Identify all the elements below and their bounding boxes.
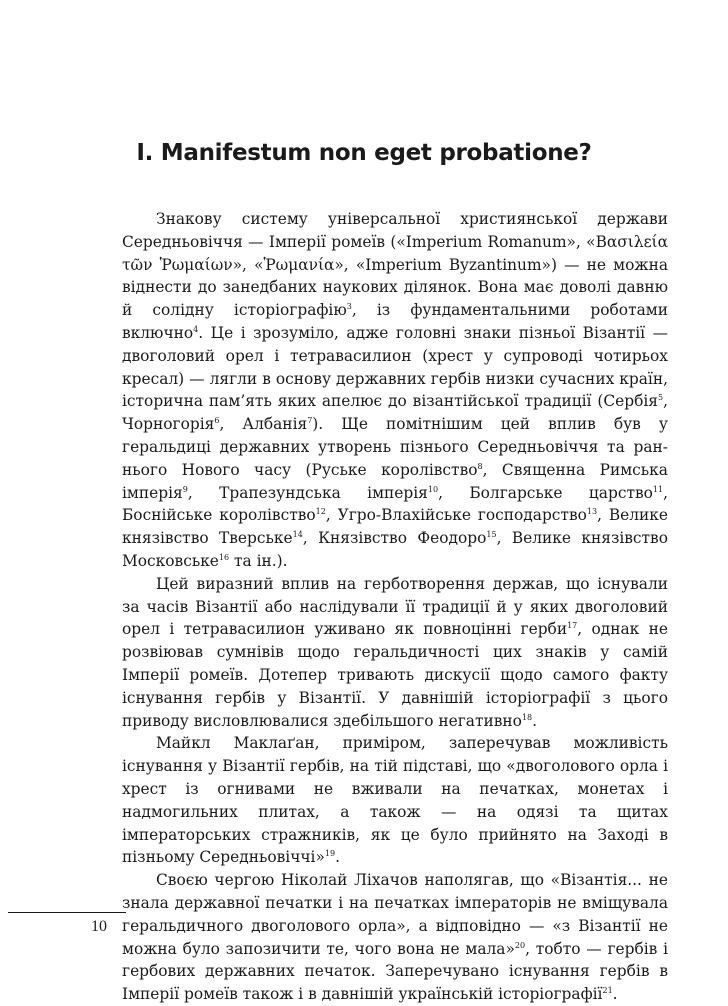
text-run: , Священна Римська імперія <box>122 460 668 502</box>
paragraph <box>122 869 668 1006</box>
footnote-ref[interactable]: 5 <box>658 393 664 403</box>
paragraph <box>122 573 668 733</box>
footnote-ref[interactable]: 15 <box>486 530 497 540</box>
footnote-ref[interactable]: 21 <box>602 986 613 996</box>
footnote-ref[interactable]: 12 <box>315 507 326 517</box>
text-run: , із фундаментальними роботами включно <box>122 301 668 342</box>
footnote-ref[interactable]: 18 <box>521 712 533 722</box>
text-run: Своєю чергою Ніколай Ліхачов наполягав, що «Візантія... не знала державної печатки і на печатках імператорів не вміщувала геральдичного двоголового орла», а відповідно — «з Візантії не можна було запозичити те, чого вона не мала» <box>122 871 668 958</box>
text-run: Знакову систему універсальної християнської держави Середньовіччя — Імперії ромеїв («Imperium Romanum», «Βασιλεία τῶν Ῥωμαίων», «Ῥωμανία», «Imperium Byzantinum») — не можна віднести до занедбаних наукових ділянок. Вона має доволі давню й солідну історіографію <box>122 210 668 320</box>
text-run: , Болгарське царство <box>438 483 653 502</box>
paragraph <box>122 732 668 869</box>
chapter-heading: I. Manifestum non eget probatione? <box>136 140 592 166</box>
footnote-ref[interactable]: 10 <box>427 484 439 494</box>
text-run: . <box>335 848 340 867</box>
text-run: , тобто — гербів і гербових державних печаток. Заперечувано існування гербів в Імперії ромеїв також і в давнішій українській історіографії <box>122 939 668 1004</box>
page-number: 10 <box>91 918 107 935</box>
footnote-ref[interactable]: 19 <box>324 849 336 859</box>
footnote-ref[interactable]: 7 <box>307 416 313 426</box>
text-run: Майкл Маклаґан, приміром, заперечував можливість існування у Візантії гербів, на тій підставі, що «двоголового орла і хрест із огнивами не вживали на печатках, монетах і надмогильних плитах, а також — на одязі та щитах імператорських стражників, як це було прийнято на Заході в пізньому Середньовіччі» <box>122 734 668 867</box>
footer-rule <box>8 912 126 913</box>
text-run: , Велике князівство Тверське <box>122 506 669 548</box>
text-run: ). Ще помітнішим цей вплив був у геральдиці державних утворень пізнього Середньовіччя та раннього Нового часу (Руське королівство <box>122 415 668 479</box>
text-run: Цей виразний вплив на герботворення держав, що існували за часів Візантії або наслідували її традиції й у яких двоголовий орел і тетравасилион уживано як повноцінні герби <box>122 574 668 639</box>
text-run: , Князівство Феодоро <box>302 529 487 548</box>
text-run: , Угро-Влахійське господарство <box>325 506 587 525</box>
text-run: , Чорногорія <box>122 392 668 434</box>
footnote-ref[interactable]: 4 <box>193 324 199 334</box>
text-run: , Велике князівство Московське <box>122 529 668 570</box>
footnote-ref[interactable]: 20 <box>514 940 526 950</box>
footnote-ref[interactable]: 11 <box>652 484 664 494</box>
text-run: . <box>612 985 618 1004</box>
text-run: , Албанія <box>219 415 308 434</box>
footnote-ref[interactable]: 16 <box>218 552 230 562</box>
text-run: та ін.). <box>229 551 288 570</box>
text-run: . <box>532 711 538 730</box>
footnote-ref[interactable]: 9 <box>182 484 188 494</box>
text-run: , однак не розвіював сумнівів щодо геральдичності цих знаків у самій Імперії ромеїв. Дотепер тривають дискусії щодо самого факту існування гербів у Візантії. У давнішій історіографії з цього приводу висловлювалися здебільшого негативно <box>122 620 668 730</box>
text-run: , Боснійське королівство <box>122 483 668 525</box>
footnote-ref[interactable]: 8 <box>477 461 483 471</box>
footnote-ref[interactable]: 13 <box>586 507 598 517</box>
text-run: , Трапезундська імперія <box>187 483 428 502</box>
paragraph <box>122 208 668 573</box>
footnote-ref[interactable]: 3 <box>346 302 352 312</box>
body-text <box>122 208 668 1006</box>
text-run: . Це і зрозуміло, адже головні знаки пізньої Візантії — двоголовий орел і тетравасилион (хрест у супроводі чотирьох кресал) — лягли в основу державних гербів низки сучасних країн, історична пам’ять яких апелює до візантійської традиції (Сербія <box>122 323 668 411</box>
footnote-ref[interactable]: 6 <box>214 416 220 426</box>
footnote-ref[interactable]: 14 <box>292 530 303 540</box>
footnote-ref[interactable]: 17 <box>567 621 578 631</box>
